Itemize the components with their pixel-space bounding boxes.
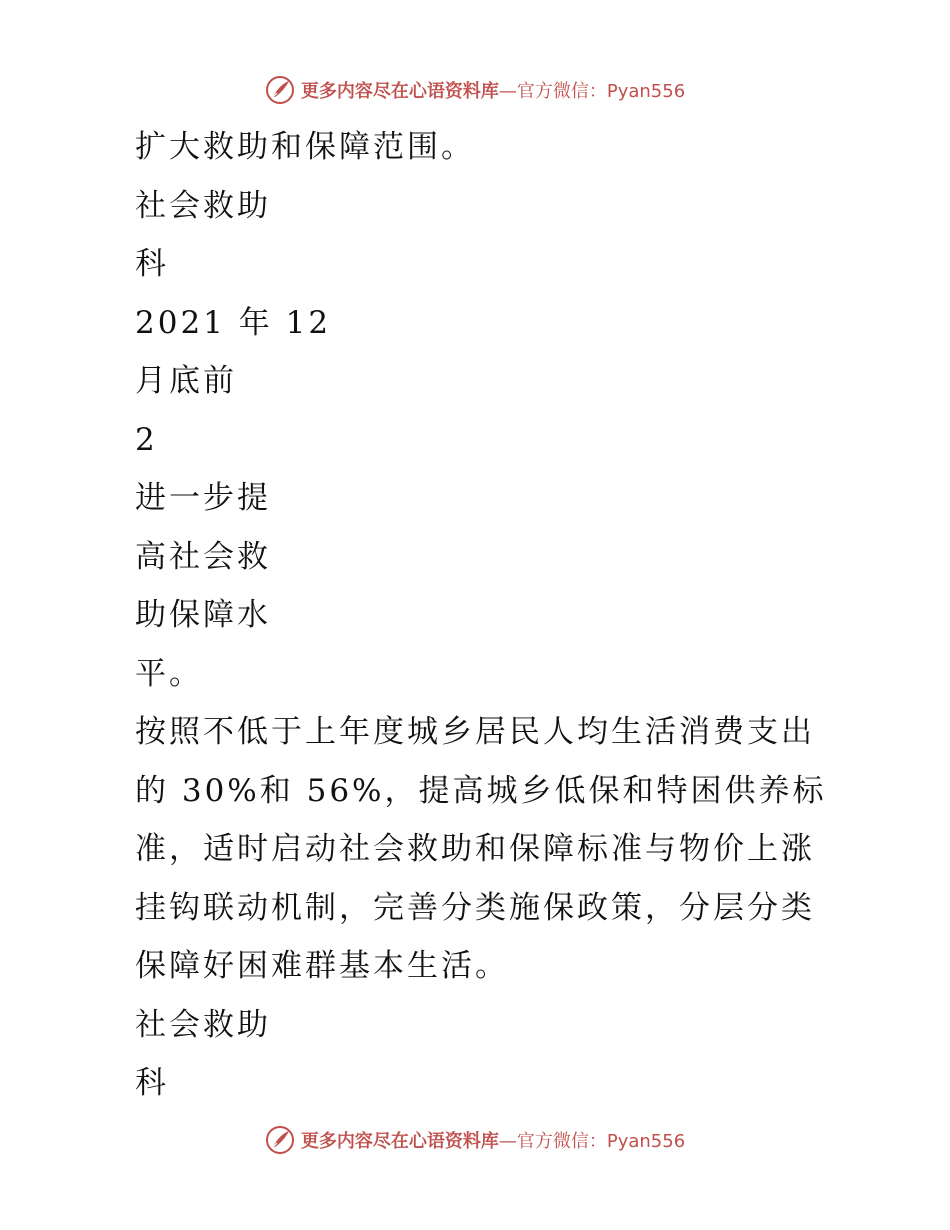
text-line: 2021 年 12 xyxy=(135,304,332,341)
text-line: 高社会救 xyxy=(135,538,271,575)
text-line: 挂钩联动机制，完善分类施保政策，分层分类 xyxy=(135,889,815,926)
quill-pen-logo-icon xyxy=(265,1125,295,1155)
text-line: 助保障水 xyxy=(135,597,271,633)
footer-watermark xyxy=(0,1120,950,1160)
text-line: 准，适时启动社会救助和保障标准与物价上涨 xyxy=(135,831,815,867)
text-line: 保障好困难群基本生活。 xyxy=(135,948,509,984)
text-line: 的 30%和 56%，提高城乡低保和特困供养标 xyxy=(135,772,827,809)
text-line: 进一步提 xyxy=(135,480,271,516)
watermark-text: 更多内容尽在心语资料库—官方微信：Pyan556 xyxy=(300,1131,686,1152)
text-line: 2 xyxy=(135,421,158,458)
text-line: 科 xyxy=(135,246,169,282)
text-line: 科 xyxy=(135,1065,169,1101)
quill-pen-logo-icon xyxy=(265,75,295,105)
text-line: 扩大救助和保障范围。 xyxy=(135,129,475,165)
text-line: 平。 xyxy=(135,655,203,692)
header-watermark xyxy=(0,70,950,110)
document-body xyxy=(135,118,825,1113)
text-line: 社会救助 xyxy=(135,1006,271,1043)
text-line: 社会救助 xyxy=(135,187,271,224)
text-line: 月底前 xyxy=(135,363,237,399)
watermark-text: 更多内容尽在心语资料库—官方微信：Pyan556 xyxy=(300,81,686,102)
text-line: 按照不低于上年度城乡居民人均生活消费支出 xyxy=(135,714,815,750)
